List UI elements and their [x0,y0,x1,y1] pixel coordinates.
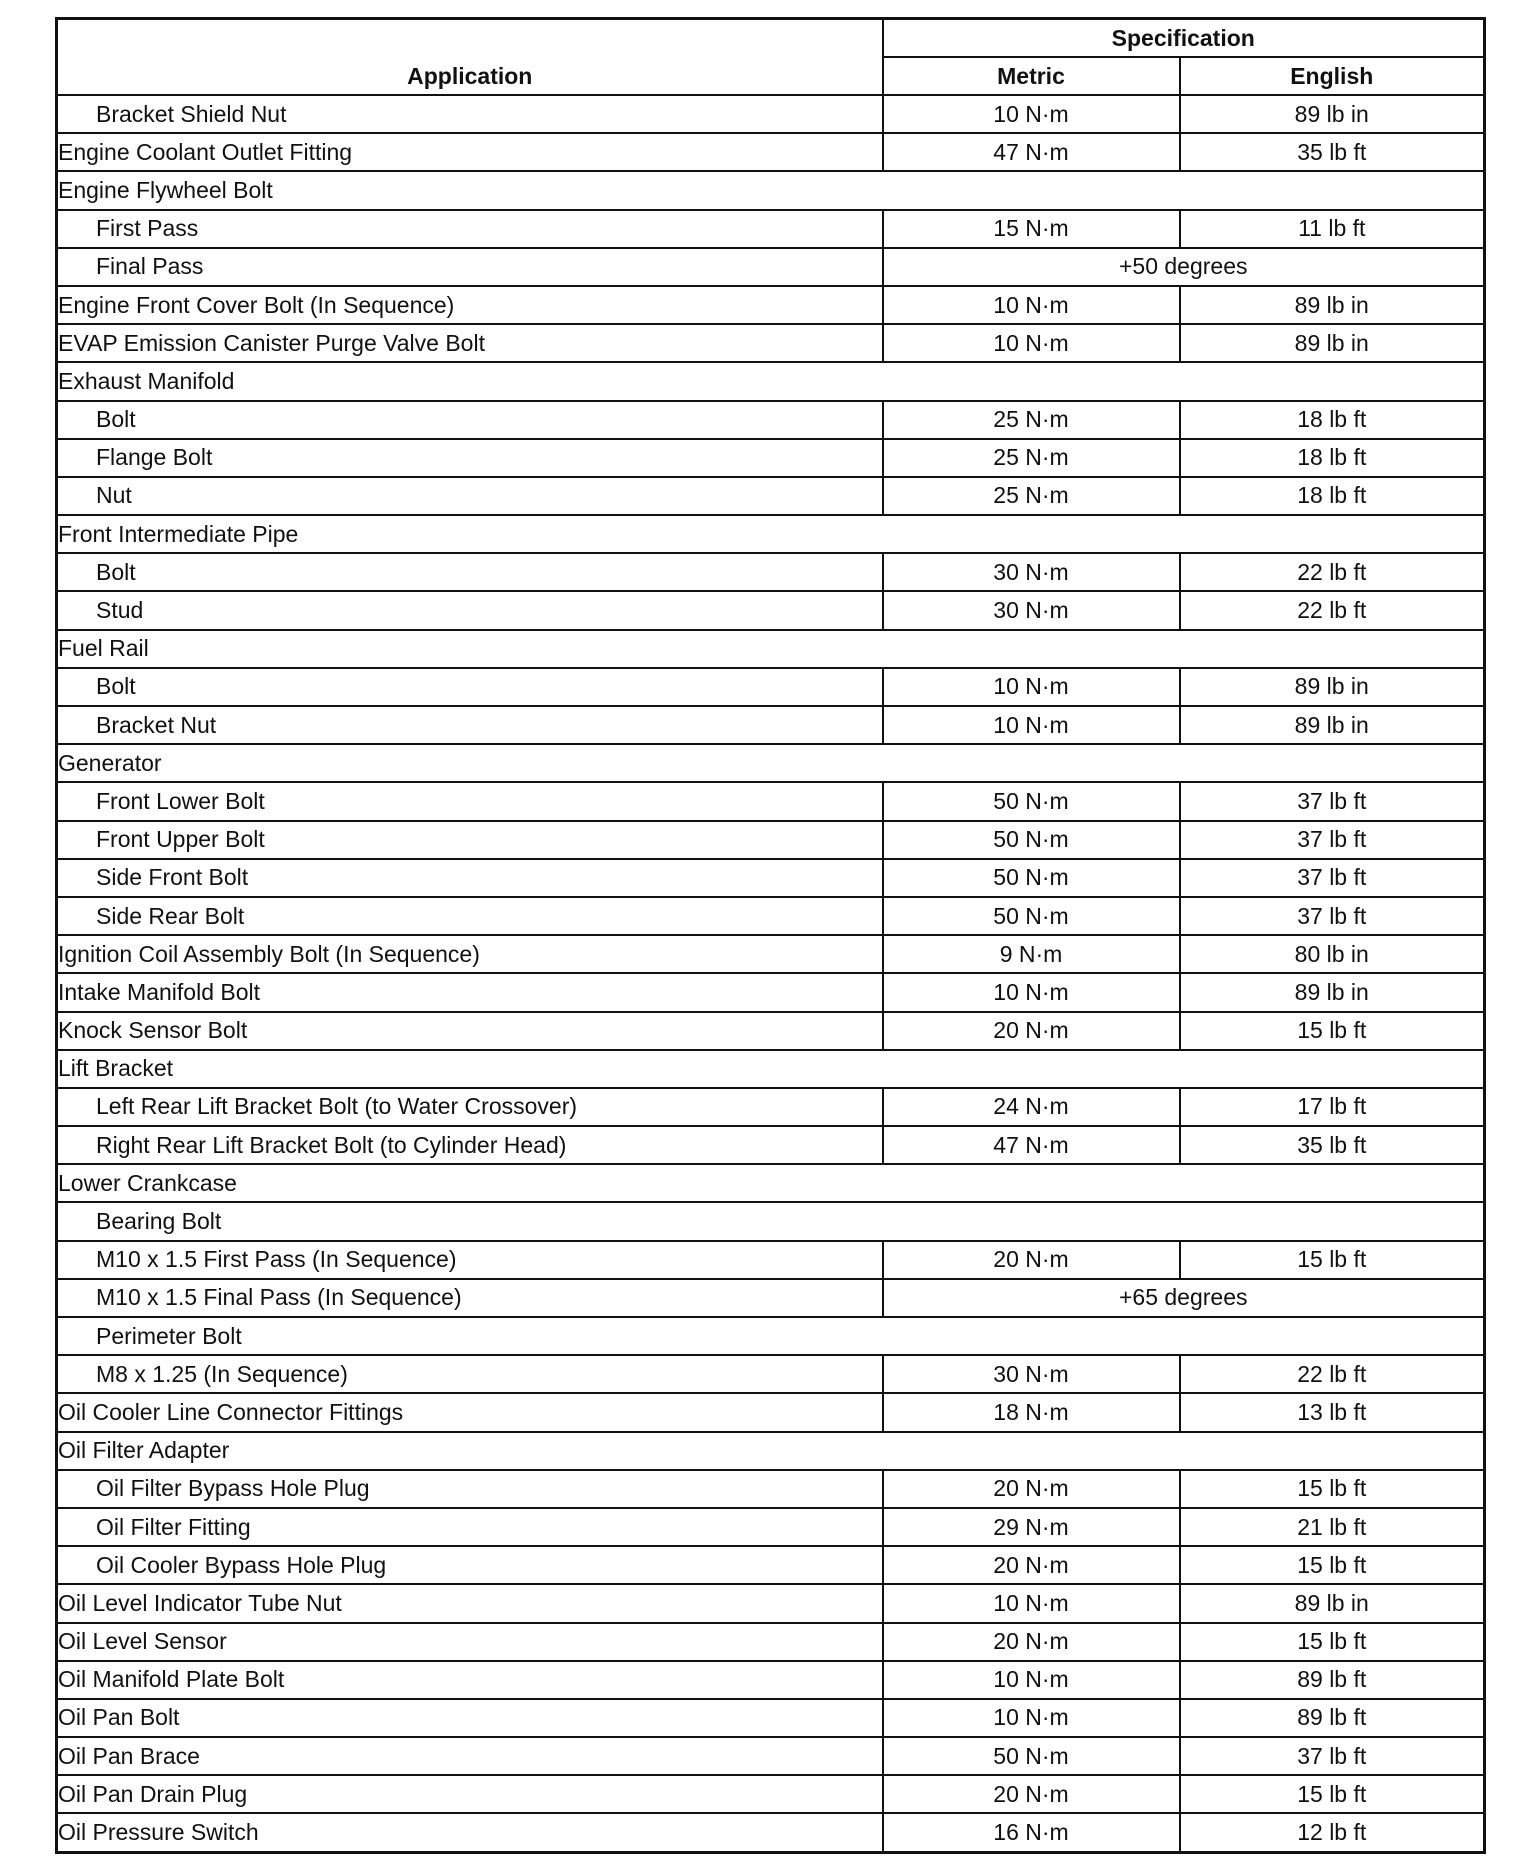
metric-cell: 24 N·m [883,1088,1180,1126]
application-cell: Stud [57,591,883,629]
table-row [57,1241,1485,1279]
group-heading: Oil Filter Adapter [57,1432,1485,1470]
english-cell: 11 lb ft [1180,210,1485,248]
metric-cell: 16 N·m [883,1813,1180,1852]
application-cell: Bolt [57,401,883,439]
metric-cell: 9 N·m [883,935,1180,973]
table-row [57,897,1485,935]
table-row [57,1088,1485,1126]
english-cell: 15 lb ft [1180,1012,1485,1050]
table-row [57,1012,1485,1050]
metric-cell: 20 N·m [883,1775,1180,1813]
metric-cell: 10 N·m [883,706,1180,744]
table-row [57,477,1485,515]
english-cell: 89 lb ft [1180,1661,1485,1699]
table-row [57,553,1485,591]
table-row [57,1050,1485,1088]
metric-cell: 10 N·m [883,1661,1180,1699]
metric-cell: 25 N·m [883,401,1180,439]
table-row [57,401,1485,439]
metric-cell: 10 N·m [883,668,1180,706]
metric-cell: 25 N·m [883,477,1180,515]
english-cell: 89 lb in [1180,668,1485,706]
english-cell: 37 lb ft [1180,782,1485,820]
english-cell: 89 lb in [1180,95,1485,133]
metric-cell: 30 N·m [883,1355,1180,1393]
application-cell: Oil Level Indicator Tube Nut [57,1584,883,1622]
application-cell: Intake Manifold Bolt [57,973,883,1011]
english-cell: 15 lb ft [1180,1546,1485,1584]
metric-cell: 20 N·m [883,1470,1180,1508]
table-row [57,1470,1485,1508]
table-row [57,439,1485,477]
table-row [57,1432,1485,1470]
table-row [57,630,1485,668]
english-cell: 37 lb ft [1180,821,1485,859]
group-heading: Front Intermediate Pipe [57,515,1485,553]
table-row [57,935,1485,973]
metric-cell: 30 N·m [883,553,1180,591]
metric-cell: 10 N·m [883,95,1180,133]
application-cell: Oil Pan Brace [57,1737,883,1775]
table-row [57,1355,1485,1393]
application-cell: Engine Coolant Outlet Fitting [57,133,883,171]
english-cell: 89 lb in [1180,286,1485,324]
english-cell: 13 lb ft [1180,1393,1485,1431]
metric-cell: 47 N·m [883,1126,1180,1164]
metric-cell: 25 N·m [883,439,1180,477]
table-row [57,1584,1485,1622]
application-cell: Oil Filter Fitting [57,1508,883,1546]
table-row [57,744,1485,782]
table-row [57,286,1485,324]
table-row [57,1623,1485,1661]
english-cell: 12 lb ft [1180,1813,1485,1852]
metric-cell: 50 N·m [883,782,1180,820]
torque-spec-table [55,17,1486,1854]
group-heading: Generator [57,744,1485,782]
table-row [57,1393,1485,1431]
group-heading: Perimeter Bolt [57,1317,1485,1355]
application-cell: Oil Pan Drain Plug [57,1775,883,1813]
english-cell: 35 lb ft [1180,1126,1485,1164]
application-cell: Oil Manifold Plate Bolt [57,1661,883,1699]
english-cell: 89 lb in [1180,324,1485,362]
application-cell: M10 x 1.5 First Pass (In Sequence) [57,1241,883,1279]
table-row [57,1508,1485,1546]
table-row [57,210,1485,248]
table-row [57,1202,1485,1240]
application-cell: First Pass [57,210,883,248]
header-row [57,19,1485,58]
application-cell: Oil Pressure Switch [57,1813,883,1852]
angle-spec-cell: +65 degrees [883,1279,1485,1317]
metric-cell: 15 N·m [883,210,1180,248]
table-row [57,515,1485,553]
angle-spec-cell: +50 degrees [883,248,1485,286]
table-row [57,133,1485,171]
english-cell: 37 lb ft [1180,897,1485,935]
metric-cell: 50 N·m [883,897,1180,935]
metric-cell: 50 N·m [883,859,1180,897]
metric-cell: 10 N·m [883,324,1180,362]
english-cell: 22 lb ft [1180,591,1485,629]
table-row [57,324,1485,362]
table-row [57,1661,1485,1699]
table-row [57,1164,1485,1202]
metric-cell: 10 N·m [883,286,1180,324]
english-cell: 21 lb ft [1180,1508,1485,1546]
application-cell: Oil Filter Bypass Hole Plug [57,1470,883,1508]
table-row [57,1546,1485,1584]
group-heading: Fuel Rail [57,630,1485,668]
english-cell: 22 lb ft [1180,1355,1485,1393]
english-cell: 17 lb ft [1180,1088,1485,1126]
application-cell: Nut [57,477,883,515]
table-body [57,95,1485,1852]
table-row [57,668,1485,706]
metric-cell: 47 N·m [883,133,1180,171]
application-cell: Side Front Bolt [57,859,883,897]
metric-cell: 20 N·m [883,1241,1180,1279]
table-row [57,1737,1485,1775]
metric-cell: 20 N·m [883,1546,1180,1584]
english-cell: 15 lb ft [1180,1623,1485,1661]
table-row [57,1813,1485,1852]
table-row [57,591,1485,629]
metric-cell: 30 N·m [883,591,1180,629]
application-cell: EVAP Emission Canister Purge Valve Bolt [57,324,883,362]
english-cell: 89 lb in [1180,706,1485,744]
application-cell: Oil Level Sensor [57,1623,883,1661]
application-cell: M10 x 1.5 Final Pass (In Sequence) [57,1279,883,1317]
table-row [57,248,1485,286]
group-heading: Engine Flywheel Bolt [57,171,1485,209]
application-cell: Engine Front Cover Bolt (In Sequence) [57,286,883,324]
table-row [57,1775,1485,1813]
specification-header: Specification [883,19,1485,58]
group-heading: Lower Crankcase [57,1164,1485,1202]
application-cell: Ignition Coil Assembly Bolt (In Sequence) [57,935,883,973]
metric-cell: 10 N·m [883,1699,1180,1737]
application-cell: Front Lower Bolt [57,782,883,820]
metric-cell: 50 N·m [883,1737,1180,1775]
application-cell: M8 x 1.25 (In Sequence) [57,1355,883,1393]
application-cell: Right Rear Lift Bracket Bolt (to Cylinder Head) [57,1126,883,1164]
metric-cell: 10 N·m [883,1584,1180,1622]
application-cell: Final Pass [57,248,883,286]
group-heading: Exhaust Manifold [57,362,1485,400]
metric-cell: 20 N·m [883,1623,1180,1661]
english-cell: 15 lb ft [1180,1775,1485,1813]
table-row [57,973,1485,1011]
application-cell: Bracket Nut [57,706,883,744]
english-cell: 37 lb ft [1180,859,1485,897]
application-header: Application [57,19,883,96]
english-cell: 22 lb ft [1180,553,1485,591]
application-cell: Front Upper Bolt [57,821,883,859]
table-row [57,95,1485,133]
application-cell: Bolt [57,553,883,591]
english-cell: 89 lb in [1180,973,1485,1011]
english-cell: 89 lb in [1180,1584,1485,1622]
english-cell: 15 lb ft [1180,1241,1485,1279]
metric-cell: 29 N·m [883,1508,1180,1546]
metric-cell: 18 N·m [883,1393,1180,1431]
table-row [57,782,1485,820]
table-row [57,362,1485,400]
group-heading: Bearing Bolt [57,1202,1485,1240]
metric-cell: 20 N·m [883,1012,1180,1050]
group-heading: Lift Bracket [57,1050,1485,1088]
table-row [57,1317,1485,1355]
metric-cell: 50 N·m [883,821,1180,859]
table-row [57,859,1485,897]
english-cell: 15 lb ft [1180,1470,1485,1508]
table-row [57,1279,1485,1317]
table-row [57,1126,1485,1164]
table-row [57,1699,1485,1737]
table-row [57,821,1485,859]
english-cell: 18 lb ft [1180,477,1485,515]
application-cell: Bracket Shield Nut [57,95,883,133]
application-cell: Bolt [57,668,883,706]
table-row [57,171,1485,209]
english-header: English [1180,57,1485,95]
english-cell: 18 lb ft [1180,401,1485,439]
application-cell: Oil Pan Bolt [57,1699,883,1737]
english-cell: 18 lb ft [1180,439,1485,477]
english-cell: 35 lb ft [1180,133,1485,171]
metric-cell: 10 N·m [883,973,1180,1011]
application-cell: Flange Bolt [57,439,883,477]
english-cell: 37 lb ft [1180,1737,1485,1775]
application-cell: Oil Cooler Bypass Hole Plug [57,1546,883,1584]
application-cell: Knock Sensor Bolt [57,1012,883,1050]
metric-header: Metric [883,57,1180,95]
english-cell: 80 lb in [1180,935,1485,973]
application-cell: Side Rear Bolt [57,897,883,935]
table-row [57,706,1485,744]
application-cell: Oil Cooler Line Connector Fittings [57,1393,883,1431]
english-cell: 89 lb ft [1180,1699,1485,1737]
application-cell: Left Rear Lift Bracket Bolt (to Water Crossover) [57,1088,883,1126]
